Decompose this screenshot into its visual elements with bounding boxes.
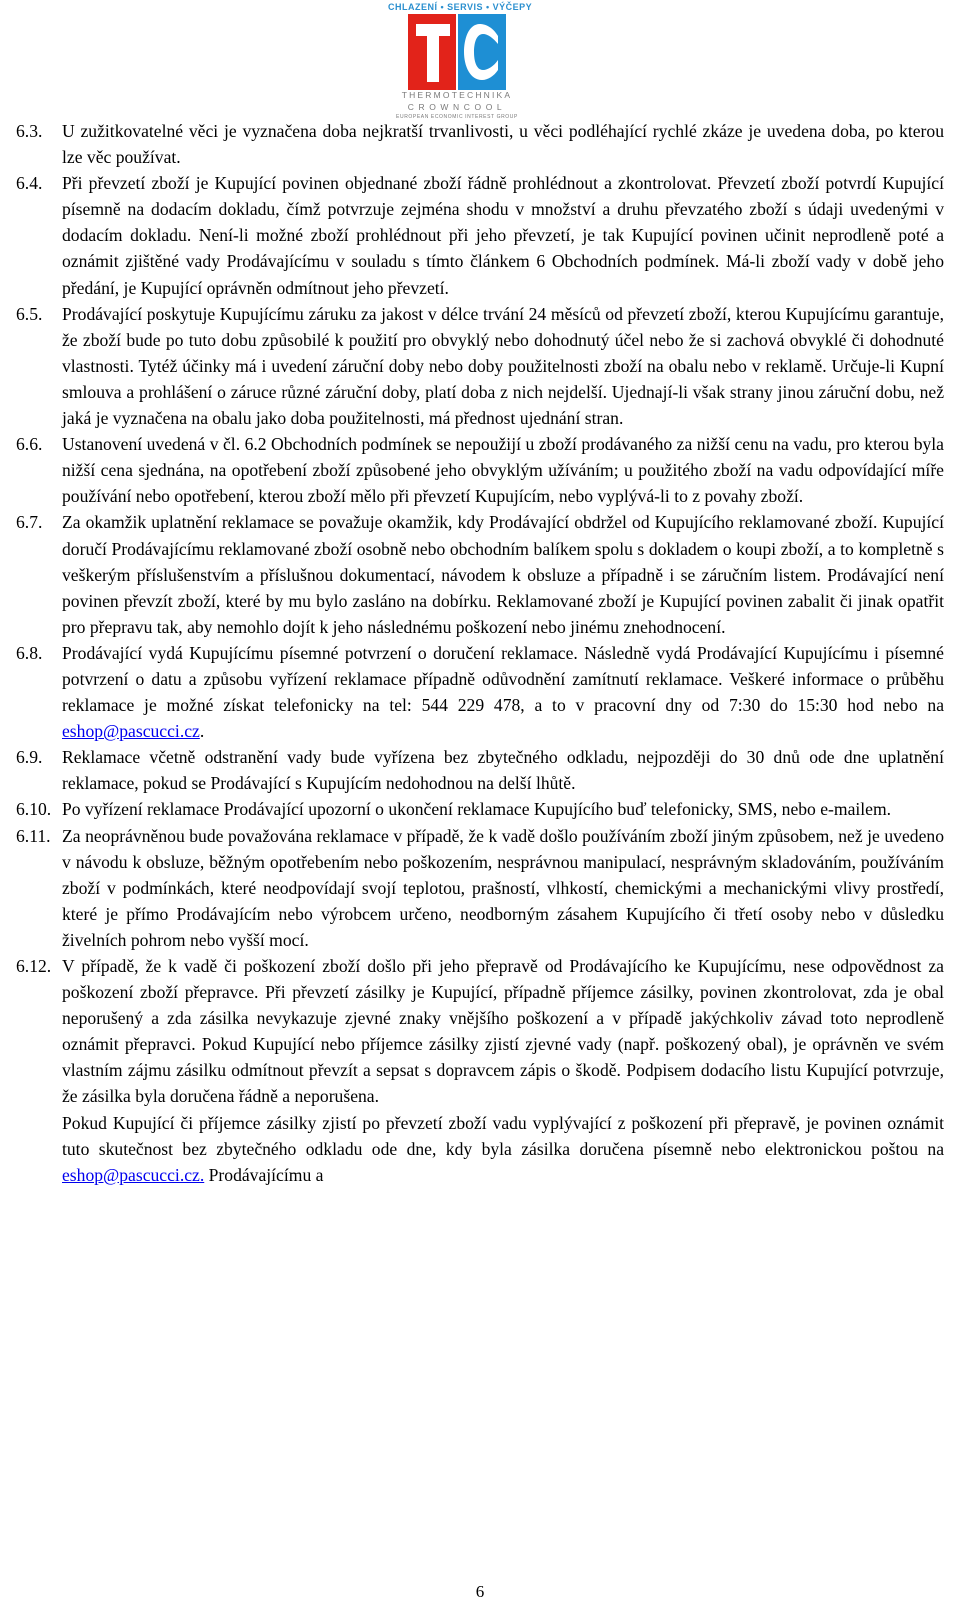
section-6-4 — [16, 170, 944, 300]
section-text-wrap — [62, 640, 944, 744]
section-number: 6.5. — [16, 303, 43, 324]
section-6-7 — [16, 509, 944, 639]
tc-logo-mark — [388, 14, 526, 92]
section-text: Reklamace včetně odstranění vady bude vyřízena bez zbytečného odkladu, nejpozději do 30 dnů ode dne uplatnění reklamace, pokud se Prodávající s Kupujícím nedohodnou na delší lhůtě. — [62, 747, 944, 794]
section-text: Po vyřízení reklamace Prodávající upozorní o ukončení reklamace Kupujícího buď telefonicky, SMS, nebo e-mailem. — [62, 799, 892, 820]
section-number: 6.7. — [16, 512, 43, 533]
section-6-3 — [16, 118, 944, 170]
section-6-11 — [16, 823, 944, 953]
continuation-text: Pokud Kupující či příjemce zásilky zjistí po převzetí zboží vadu vyplývající z poškození při přepravě, je povinen oznámit tuto skutečnost bez zbytečného odkladu ode dne, kdy byla zásilka doručena písemně nebo elektronickou poštou na — [62, 1112, 944, 1159]
section-text: Za neoprávněnou bude považována reklamace v případě, že k vadě došlo používáním zboží jiným způsobem, než je uvedeno v návodu k obsluze, běžným opotřebením nebo poškozením, nesprávnou manipulací, nesprávným skladováním, používáním zboží v podmínkách, které neodpovídají svojí teplotou, prašností, vlhkostí, chemickými a mechanickými vlivy prostředí, které je přímo Prodávajícím nebo výrobcem určeno, neodborným zásahem Kupujícího či třetí osoby nebo v důsledku živelních pohrom nebo vyšší mocí. — [62, 825, 944, 950]
section-number: 6.8. — [16, 642, 43, 663]
section-text-end: . — [199, 721, 205, 742]
section-number: 6.6. — [16, 434, 43, 455]
page-number: 6 — [475, 1582, 485, 1601]
section-text: Prodávající vydá Kupujícímu písemné potvrzení o doručení reklamace. Následně vydá Prodávající Kupujícímu i písemné potvrzení o datu a způsobu vyřízení reklamace případně odůvodnění zamítnutí reklamace. Veškeré informace o průběhu reklamace je možné získat telefonicky na tel: 544 229 478, a to v pracovní dny od 7:30 do 15:30 hod nebo na — [62, 642, 944, 716]
logo-tagline: CHLAZENÍ • SERVIS • VÝČEPY — [388, 2, 533, 12]
section-6-12 — [16, 953, 944, 1110]
section-text: V případě, že k vadě či poškození zboží došlo při jeho přepravě od Prodávajícího ke Kupujícímu, nese odpovědnost za poškození zboží přepravce. Při převzetí zásilky je Kupující, případně příjemce zásilky, povinen zkontrolovat, zda je obal neporušený a zda zásilka nevykazuje zjevné znaky vnějšího poškození a v případě jakýchkoliv závad toto neprodleně oznámit přepravci. Pokud Kupující nebo příjemce zásilky zjistí zjevné vady (např. poškozený obal), je oprávněn ve svém vlastním zájmu zásilku odmítnout převzít a sepsat s dopravcem zápis o škodě. Podpisem dodacího listu Kupující potvrzuje, že zásilka byla doručena řádně a neporušena. — [62, 956, 944, 1107]
section-6-8 — [16, 640, 944, 744]
section-text: Ustanovení uvedená v čl. 6.2 Obchodních podmínek se nepoužijí u zboží prodávaného za nižší cenu na vadu, pro kterou byla nižší cena sjednána, na opotřebení zboží způsobené jeho obvyklým užíváním; u použitého zboží na vadu odpovídající míře používání nebo opotřebení, kterou zboží mělo při převzetí Kupujícím, nebo vyplývá-li to z povahy zboží. — [62, 434, 944, 507]
section-text: Při převzetí zboží je Kupující povinen objednané zboží řádně prohlédnout a zkontrolovat. Převzetí zboží potvrdí Kupující písemně na dodacím dokladu, čímž potvrzuje zejména shodu v množství a druhu převzatého zboží s údaji uvedenými v dodacím dokladu. Není-li možné zboží prohlédnout při jeho převzetí, je tak Kupující povinen učinit neprodleně poté a oznámit zjištěné vady Prodávajícímu v souladu s tímto článkem 6 Obchodních podmínek. Má-li zboží vady v době jeho předání, je Kupující oprávněn odmítnout jeho převzetí. — [62, 173, 944, 298]
section-number: 6.3. — [16, 121, 43, 141]
email-link[interactable]: eshop@pascucci.cz — [62, 721, 200, 742]
logo-brand-line3: EUROPEAN ECONOMIC INTEREST GROUP — [396, 114, 518, 120]
section-text: Za okamžik uplatnění reklamace se považuje okamžik, kdy Prodávající obdržel od Kupujícího reklamované zboží. Kupující doručí Prodávajícímu reklamované zboží osobně nebo obchodním balíkem spolu s dokladem o koupi zboží, a to kompletně s veškerým příslušenstvím a příslušnou dokumentací, návodem k obsluze a případně i se záručním listem. Prodávající není povinen převzít zboží, které by mu bylo zasláno na dobírku. Reklamované zboží je Kupující povinen zabalit či jinak opatřit pro přepravu tak, aby nemohlo dojít k jeho následnému poškození nebo jinému znehodnocení. — [62, 512, 944, 637]
logo-brand-line2: CROWNCOOL — [407, 102, 507, 112]
section-6-9 — [16, 744, 944, 796]
section-number: 6.9. — [16, 747, 43, 768]
section-text: U zužitkovatelné věci je vyznačena doba nejkratší trvanlivosti, u věci podléhající rychlé zkáze je uvedena doba, po kterou lze věc používat. — [62, 121, 944, 168]
section-number: 6.12. — [16, 956, 52, 976]
company-logo — [388, 2, 533, 122]
section-6-12-continuation — [16, 1110, 944, 1188]
email-link-2[interactable]: eshop@pascucci.cz. — [62, 1164, 205, 1185]
section-6-10 — [16, 796, 944, 822]
section-number: 6.4. — [16, 173, 43, 194]
section-6-6 — [16, 431, 944, 509]
document-body — [16, 118, 944, 1188]
section-number: 6.11. — [16, 825, 51, 846]
logo-brand-line1: THERMOTECHNIKA — [401, 90, 513, 100]
section-text: Prodávající poskytuje Kupujícímu záruku za jakost v délce trvání 24 měsíců od převzetí zboží, kterou Kupujícímu garantuje, že zboží bude po tuto dobu způsobilé k použití pro obvyklý nebo dohodnutý účel nebo že si zachová obvyklé či dohodnuté vlastnosti. Tytéž účinky má i uvedení záruční doby nebo doby použitelnosti zboží na obalu nebo v reklamě. Určuje-li Kupní smlouva a prohlášení o záruce různé záruční doby, platí doba z nich nejdelší. Ujednají-li však strany jinou záruční dobu, než jaká je vyznačena na obalu jako doba použitelnosti, má přednost ujednání stran. — [62, 303, 944, 429]
continuation-text-end: Prodávajícímu a — [204, 1164, 324, 1185]
section-number: 6.10. — [16, 799, 52, 820]
section-6-5 — [16, 301, 944, 431]
